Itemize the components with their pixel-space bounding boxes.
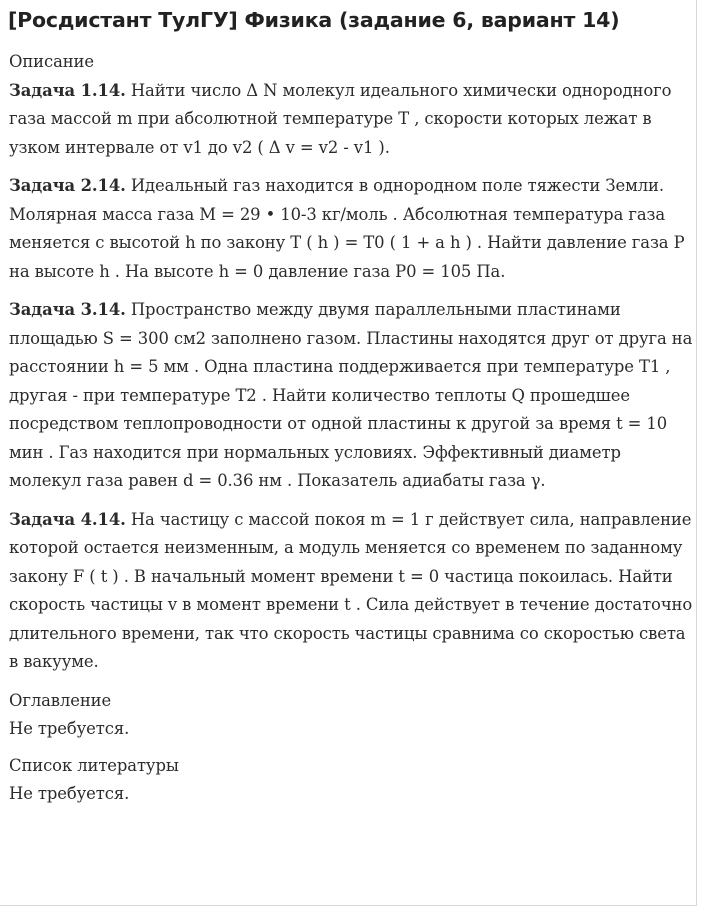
bibliography-label: Список литературы bbox=[9, 755, 179, 775]
task-3-name: Задача 3.14. bbox=[9, 300, 126, 319]
task-1-name: Задача 1.14. bbox=[9, 80, 126, 100]
task-2-name: Задача 2.14. bbox=[9, 176, 126, 195]
task-3-text: Пространство между двумя параллельными пластинами площадью S = 300 см2 заполнено газом. Пластины находятся друг от друга на расстоянии h = 5 мм . Одна пластина поддерживается при температуре T1 , другая - при температуре T2 . Найти количество теплоты Q прошедшее посредством теплопроводности от одной пластины к другой за время t = 10 мин . Газ находится при нормальных условиях. Эффективный диаметр молекул газа равен d = 0.36 нм . Показатель адиабаты газа γ. bbox=[9, 300, 693, 490]
section-gap bbox=[9, 744, 693, 752]
task-1 bbox=[9, 77, 693, 163]
description-label: Описание bbox=[9, 52, 94, 71]
task-4-text: На частицу с массой покоя m = 1 г действует сила, направление которой остается неизменным, а модуль меняется со временем по заданному закону F ( t ) . В начальный момент времени t = 0 частица покоилась. Найти скорость частицы v в момент времени t . Сила действует в течение достаточно длительного времени, так что скорость частицы сравнима со скоростью света в вакууме. bbox=[9, 509, 693, 671]
task-4-name: Задача 4.14. bbox=[9, 509, 126, 529]
task-3 bbox=[9, 296, 693, 496]
toc-value: Не требуется. bbox=[9, 719, 130, 738]
bibliography-value: Не требуется. bbox=[9, 784, 130, 803]
task-2-text: Идеальный газ находится в однородном поле тяжести Земли. Молярная масса газа M = 29 • 10-3 кг/моль . Абсолютная температура газа меняется с высотой h по закону T ( h ) = T0 ( 1 + a h ) . Найти давление газа P на высоте h . На высоте h = 0 давление газа P0 = 105 Па. bbox=[9, 176, 685, 281]
task-2 bbox=[9, 172, 693, 286]
toc-label: Оглавление bbox=[9, 690, 112, 710]
task-1-text: Найти число Δ N молекул идеального химически однородного газа массой m при абсолютной температуре T , скорости которых лежат в узком интервале от v1 до v2 ( Δ v = v2 - v1 ). bbox=[9, 80, 672, 157]
task-4 bbox=[9, 506, 693, 677]
document-content bbox=[9, 48, 693, 809]
page-title: [Росдистант ТулГУ] Физика (задание 6, вариант 14) bbox=[8, 8, 620, 32]
